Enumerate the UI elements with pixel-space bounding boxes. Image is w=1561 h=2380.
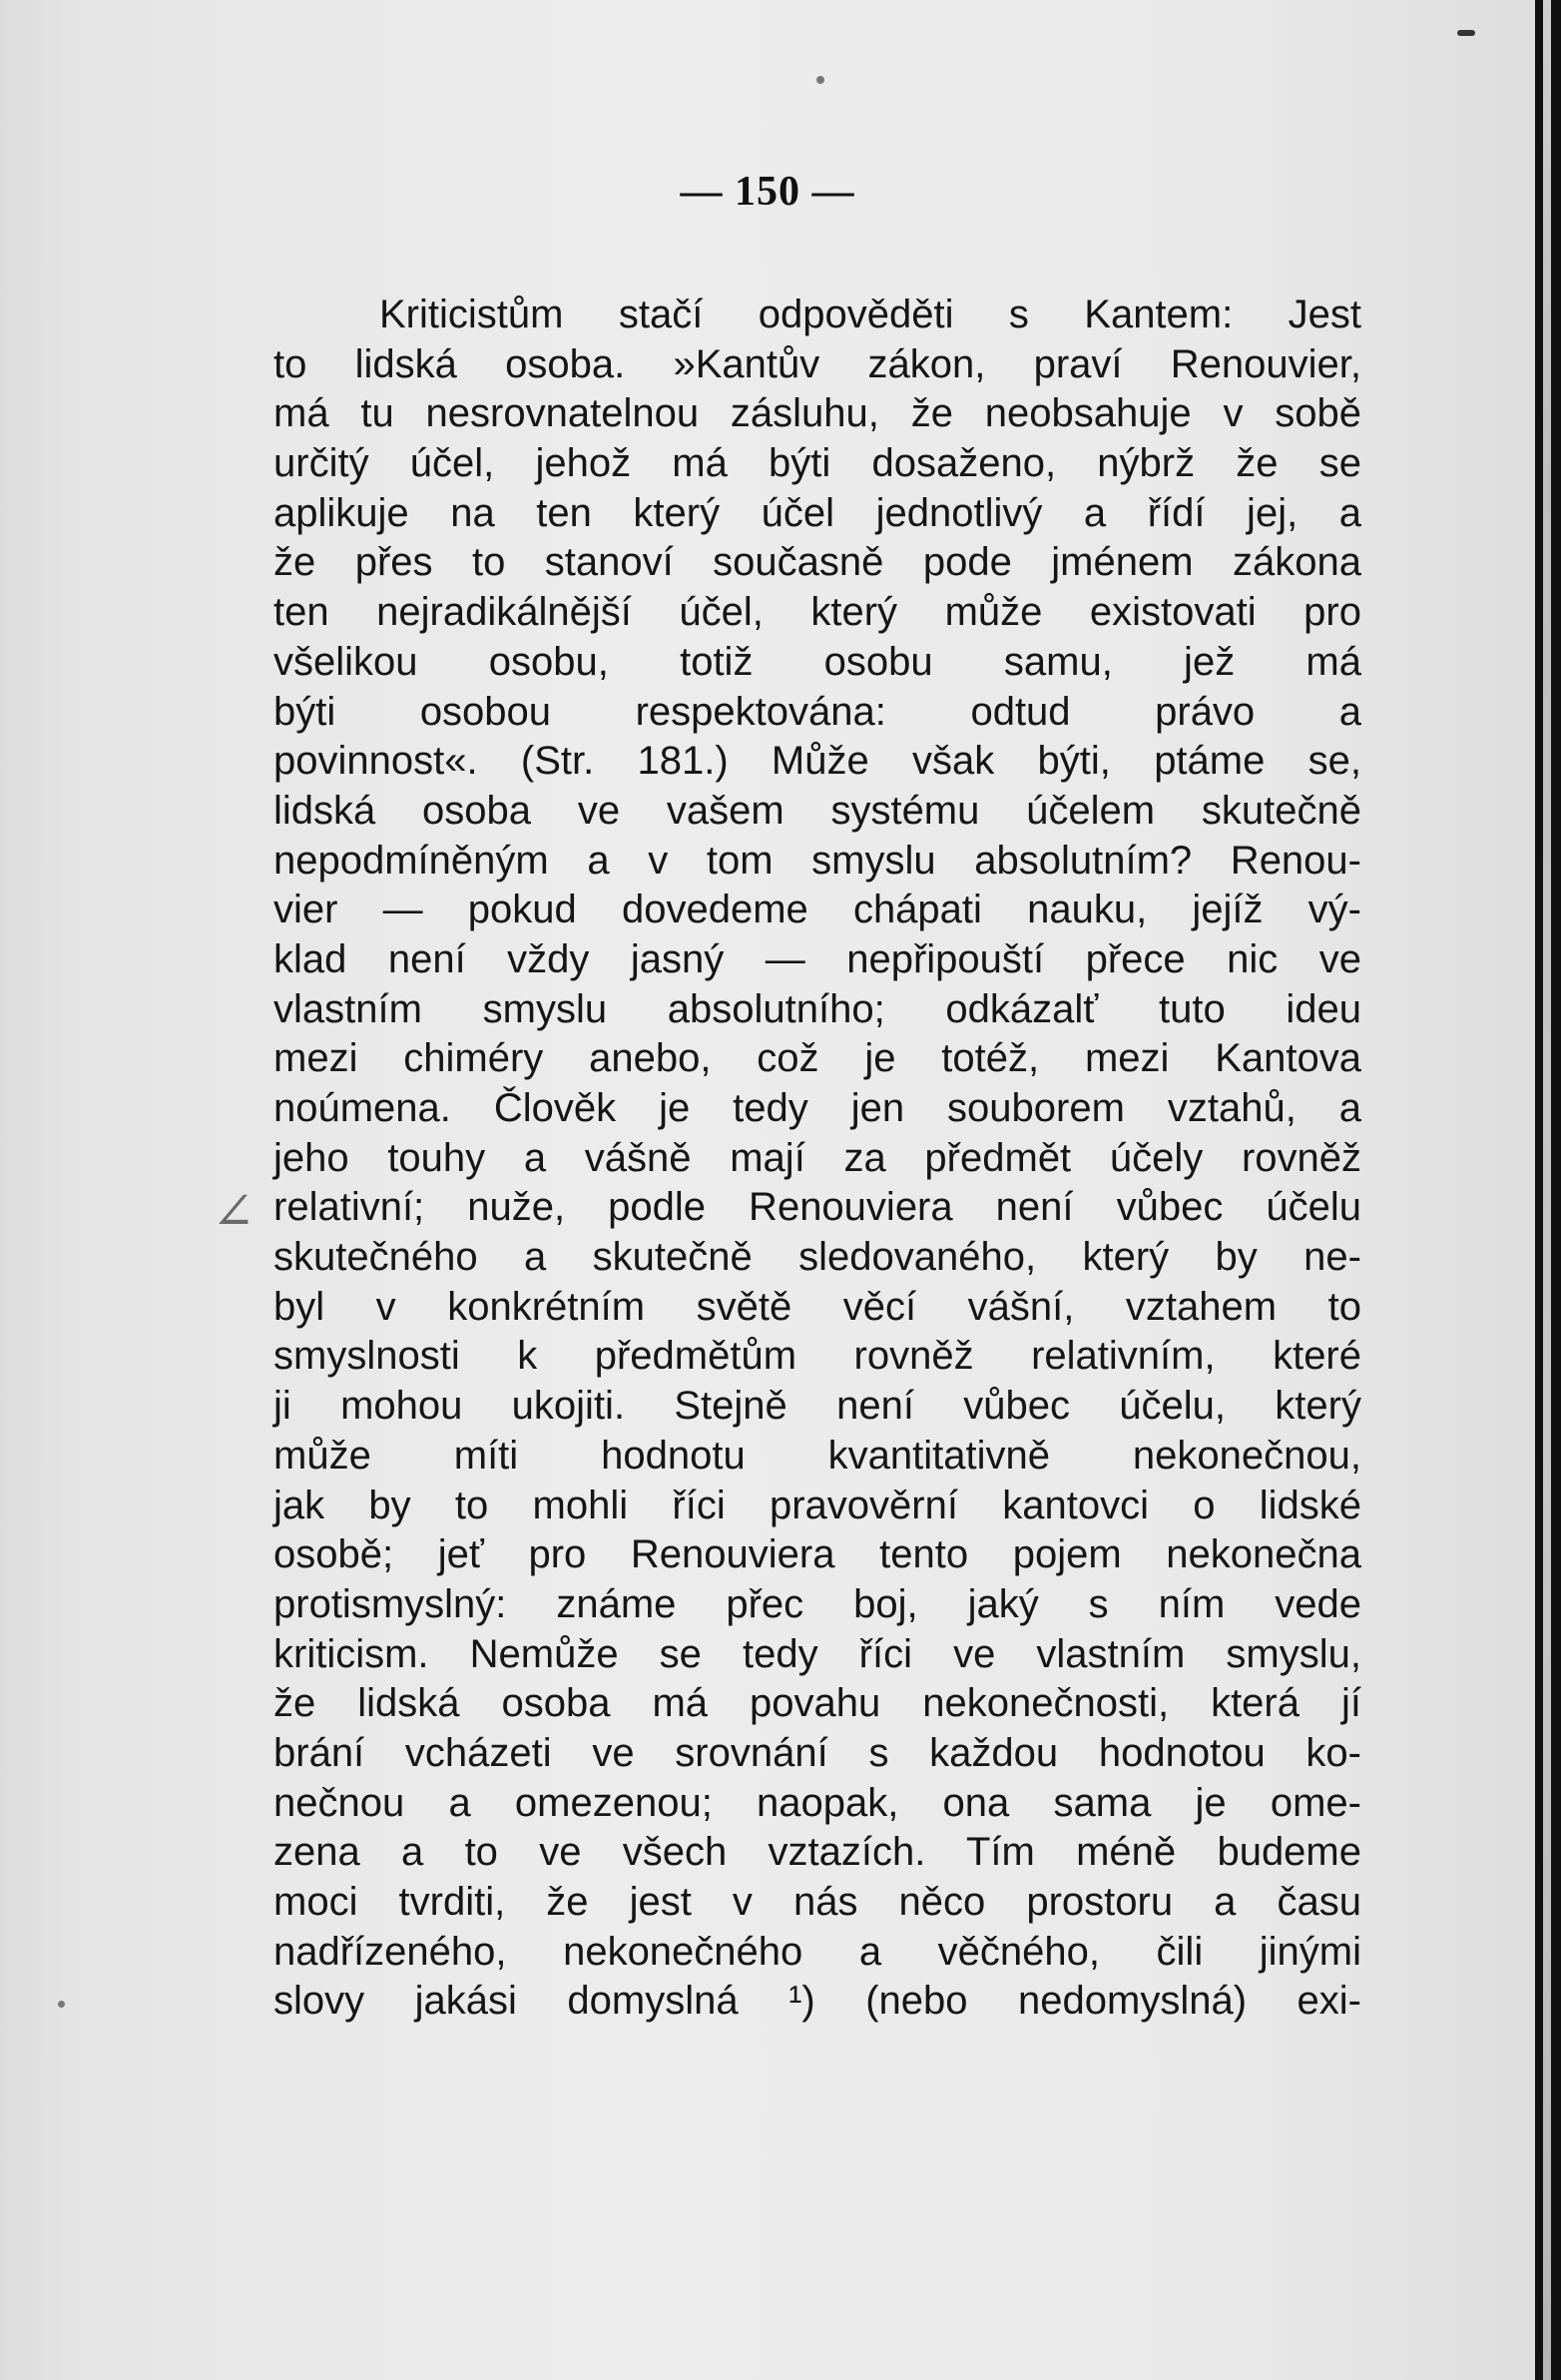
text-line: vier — pokud dovedeme chápati nauku, jejíž vý- [273, 888, 1361, 932]
text-line: jak by to mohli říci pravověrní kantovci o lidské [273, 1483, 1361, 1527]
body-text [273, 291, 1361, 2027]
text-line: že přes to stanoví současně pode jménem zákona [273, 540, 1361, 585]
text-line: moci tvrditi, že jest v nás něco prostoru a času [273, 1880, 1361, 1924]
text-line: relativní; nuže, podle Renouviera není vůbec účelu [273, 1185, 1361, 1230]
text-line: ten nejradikálnější účel, který může existovati pro [273, 590, 1361, 635]
text-line: má tu nesrovnatelnou zásluhu, že neobsahuje v sobě [273, 391, 1361, 436]
page-edge-strip [1543, 0, 1551, 2380]
text-line: aplikuje na ten který účel jednotlivý a řídí jej, a [273, 490, 1361, 535]
text-line: povinnost«. (Str. 181.) Může však býti, ptáme se, [273, 739, 1361, 784]
text-line: kriticism. Nemůže se tedy říci ve vlastním smyslu, [273, 1631, 1361, 1676]
text-line: určitý účel, jehož má býti dosaženo, nýbrž že se [273, 441, 1361, 486]
dust-speck [816, 76, 824, 84]
page-number: — 150 — [680, 169, 855, 215]
text-line: Kriticistům stačí odpověděti s Kantem: Jest [379, 293, 1361, 336]
text-line: může míti hodnotu kvantitativně nekonečnou, [273, 1433, 1361, 1478]
text-line: brání vcházeti ve srovnání s každou hodnotou ko- [273, 1730, 1361, 1775]
text-line: jeho touhy a vášně mají za předmět účely rovněž [273, 1135, 1361, 1180]
text-line: všelikou osobu, totiž osobu samu, jež má [273, 639, 1361, 684]
text-line: ji mohou ukojiti. Stejně není vůbec účelu, který [273, 1384, 1361, 1429]
dust-speck [58, 2001, 65, 2008]
text-line: nečnou a omezenou; naopak, ona sama je ome- [273, 1780, 1361, 1825]
text-line: osobě; jeť pro Renouviera tento pojem nekonečna [273, 1532, 1361, 1577]
text-line: noúmena. Člověk je tedy jen souborem vztahů, a [273, 1086, 1361, 1130]
text-line: smyslnosti k předmětům rovněž relativním, které [273, 1334, 1361, 1379]
text-line: býti osobou respektována: odtud právo a [273, 689, 1361, 734]
text-line: protismyslný: známe přec boj, jaký s ním vede [273, 1581, 1361, 1626]
text-line: vlastním smyslu absolutního; odkázalť tuto ideu [273, 986, 1361, 1031]
margin-annotation: ∠ [212, 1184, 256, 1241]
text-line: slovy jakási domyslná ¹) (nebo nedomyslná) exi- [273, 1979, 1361, 2024]
text-line: mezi chiméry anebo, což je totéž, mezi Kantova [273, 1036, 1361, 1081]
text-line: nepodmíněným a v tom smyslu absolutním? Renou- [273, 838, 1361, 883]
text-line: to lidská osoba. »Kantův zákon, praví Renouvier, [273, 341, 1361, 386]
text-line: že lidská osoba má povahu nekonečnosti, která jí [273, 1681, 1361, 1726]
text-line: skutečného a skutečně sledovaného, který by ne- [273, 1235, 1361, 1280]
dust-speck [1457, 30, 1475, 36]
text-line: byl v konkrétním světě věcí vášní, vztahem to [273, 1284, 1361, 1329]
text-line: lidská osoba ve vašem systému účelem skutečně [273, 788, 1361, 833]
text-line: zena a to ve všech vztazích. Tím méně budeme [273, 1830, 1361, 1875]
text-line: nadřízeného, nekonečného a věčného, čili jinými [273, 1929, 1361, 1974]
text-line: klad není vždy jasný — nepřipouští přece nic ve [273, 936, 1361, 981]
